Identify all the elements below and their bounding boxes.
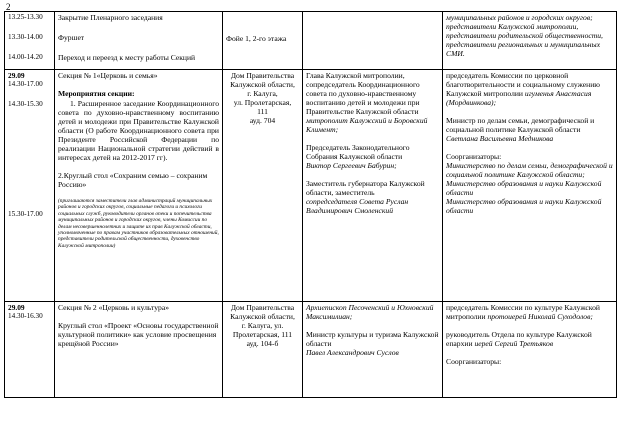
section-title: Секция № 1«Церковь и семья» <box>58 71 158 80</box>
venue-line: ауд. 104-б <box>246 339 279 348</box>
time: 13.25-13.30 <box>8 13 43 21</box>
participants-cell <box>443 70 617 302</box>
lead-name: сопредседателя Совета Руслан Владимирович Смоленский <box>306 197 409 215</box>
co-organizer: Министерство по делам семьи, демографической и социальной политике Калужской области; <box>446 161 613 179</box>
lead-name: Павел Александрович Суслов <box>306 348 399 357</box>
venue-line: г. Калуга, ул. <box>241 321 284 330</box>
table-row <box>5 70 617 302</box>
venue-line: г. Калуга, <box>247 89 278 98</box>
lead-name: Виктор Сергеевич Бабурин; <box>306 161 397 170</box>
venue-cell <box>223 302 303 398</box>
event-note: (приглашаются заместители глав администраций муниципальных районов и городских округов, социальные педагоги и психологи социальных служб, руководители органов опеки и попечительства муниципальных районов и городских округов, члены Комиссии по делам несовершеннолетних и защите их прав Калужской области, уполномоченные по правам участников образовательных отношений, представители родительской общественности, духовенство Калужской митрополии) <box>58 198 219 249</box>
venue-cell <box>223 70 303 302</box>
participant-name: Светлана Васильевна Медникова <box>446 134 554 143</box>
lead-name: Архиепископ Песоченский и Юхновский Максимилиан; <box>306 303 434 321</box>
time: 14.00-14.20 <box>8 53 43 61</box>
venue-text: Фойе 1, 2-го этажа <box>226 34 287 43</box>
time-cell <box>5 302 55 398</box>
section-subtitle: Мероприятия секции: <box>58 89 135 98</box>
venue-line: 111 <box>257 107 268 116</box>
lead-cell <box>303 12 443 70</box>
date: 29.09 <box>8 303 25 312</box>
event-text: Закрытие Пленарного заседания <box>58 13 163 22</box>
participant-name: игуменья Анастасия (Мордвинкова); <box>446 89 592 107</box>
venue-line: Пролетарская, 111 <box>232 330 293 339</box>
co-organizer: Министерство образования и науки Калужской области <box>446 197 602 215</box>
participant-role: Министр по делам семьи, демографической и социальной политике Калужской области <box>446 116 595 134</box>
participants-cell <box>443 302 617 398</box>
lead-role: Глава Калужской митрополии, сопредседатель Координационного совета по духовно-нравственному воспитанию детей и молодежи при Правительстве Калужской области <box>306 71 420 116</box>
co-organizer: Министерство образования и науки Калужской области <box>446 179 602 197</box>
event-item: 1. Расширенное заседание Координационного совета по духовно-нравственному воспитанию детей и молодежи при Правительстве Калужской области (О работе Координационного совета при Президенте Российской Федерации по реализации Национальной стратегии действий в интересах детей на 2012-2017 гг). <box>58 99 219 162</box>
lead-role: Председатель Законодательного Собрания Калужской области <box>306 143 410 161</box>
schedule-table <box>4 11 617 398</box>
venue-cell <box>223 12 303 70</box>
venue-line: ауд. 704 <box>249 116 276 125</box>
participants-cell <box>443 12 617 70</box>
event-cell <box>55 70 223 302</box>
event-cell <box>55 12 223 70</box>
venue-line: Дом Правительства Калужской области, <box>230 71 295 89</box>
venue-line: ул. Пролетарская, <box>233 98 292 107</box>
participant-name: иерей Сергий Третьяков <box>474 339 554 348</box>
co-organizers-title: Соорганизаторы: <box>446 357 502 366</box>
lead-cell <box>303 70 443 302</box>
event-text: Фуршет <box>58 33 85 42</box>
time-cell <box>5 12 55 70</box>
time: 14.30-17.00 <box>8 80 43 88</box>
table-row <box>5 12 617 70</box>
time: 14.30-16.30 <box>8 312 43 320</box>
participant-role: председатель Комиссии по церковной благотворительности и социальному служению Калужской митрополии <box>446 71 600 98</box>
participant-role: руководитель Отдела по культуре Калужской епархии <box>446 330 592 348</box>
section-title: Секция № 2 «Церковь и культура» <box>58 303 170 312</box>
event-cell <box>55 302 223 398</box>
participant-name: протоиерей Николай Суходолов; <box>487 312 593 321</box>
venue-line: Дом Правительства Калужской области, <box>230 303 295 321</box>
lead-cell <box>303 302 443 398</box>
lead-name: митрополит Калужский и Боровский Климент; <box>306 116 428 134</box>
time: 15.30-17.00 <box>8 210 43 218</box>
event-item: 2.Круглый стол «Сохраним семью – сохраним Россию» <box>58 171 208 189</box>
time: 13.30-14.00 <box>8 33 43 41</box>
lead-role: Министр культуры и туризма Калужской области <box>306 330 439 348</box>
participants-text: муниципальных районов и городских округов; представители Калужской митрополии, представители родительской общественности, представители региональных и муниципальных СМИ. <box>446 13 603 58</box>
date: 29.09 <box>8 71 25 80</box>
time-cell <box>5 70 55 302</box>
lead-role: Заместитель губернатора Калужской области, заместитель <box>306 179 425 197</box>
time: 14.30-15.30 <box>8 100 43 108</box>
page-number: 2 <box>6 2 11 12</box>
event-item: Круглый стол «Проект «Основы государственной культурной политики» как условие просвещения крещёной России» <box>58 321 219 348</box>
table-row <box>5 302 617 398</box>
participant-role: председатель Комиссии по культуре Калужской митрополии <box>446 303 600 321</box>
event-text: Переход и переезд к месту работы Секций <box>58 53 196 62</box>
co-organizers-title: Соорганизаторы: <box>446 152 502 161</box>
